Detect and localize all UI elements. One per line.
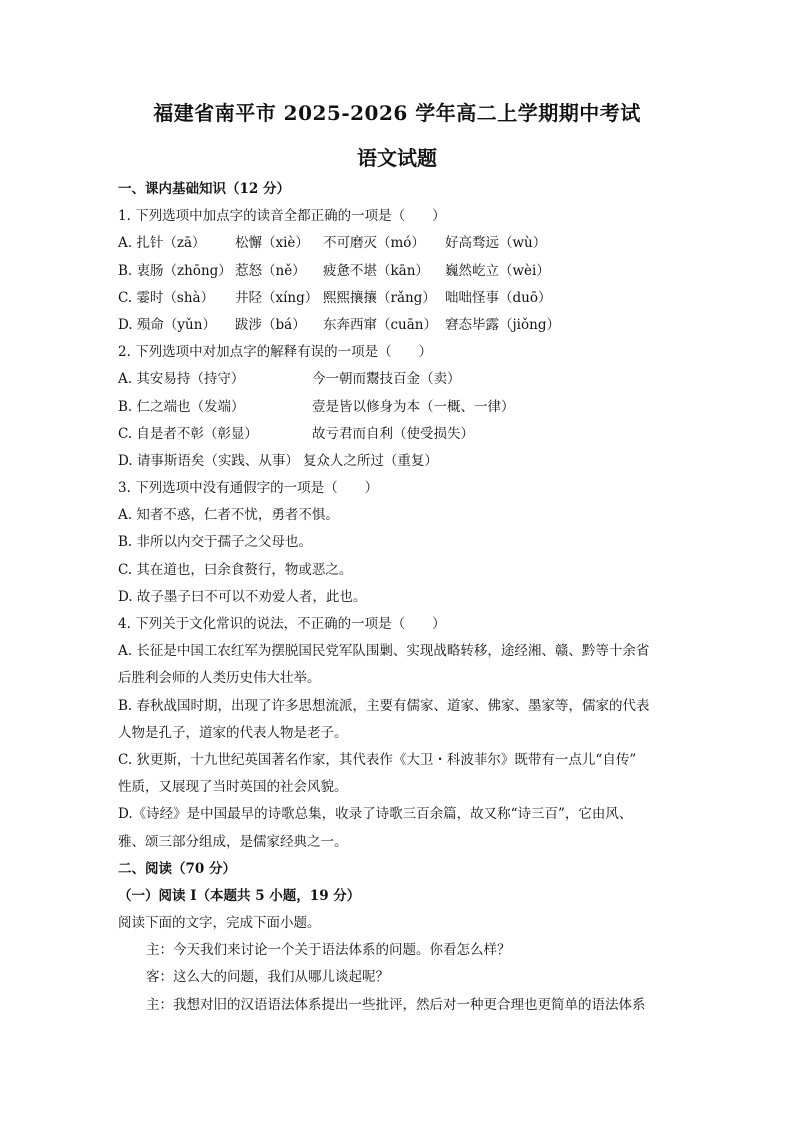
option-item: B. 衷肠（zhōng） (118, 262, 232, 279)
option-row (118, 421, 678, 448)
question-stem: 3. 下列选项中没有通假字的一项是（ ） (118, 480, 379, 497)
option-row (118, 312, 678, 339)
option-item: 松懈（xiè） (235, 235, 309, 252)
option-item: C. 自是者不彰（彰显） (118, 425, 258, 442)
option-row (118, 366, 678, 393)
option-item-line1: C. 狄更斯，十九世纪英国著名作家，其代表作《大卫・科波菲尔》既带有一点儿“自传” (118, 751, 637, 768)
page-subtitle: 语文试题 (357, 146, 437, 170)
option-item-line2: 性质，又展现了当时英国的社会风貌。 (118, 779, 348, 796)
option-item-line1: D.《诗经》是中国最早的诗歌总集，收录了诗歌三百余篇，故又称“诗三百”，它由风、 (118, 806, 633, 823)
option-item: 故亏君而自利（使受损失） (312, 425, 474, 442)
option-item: 惹怒（ně） (235, 262, 306, 279)
option-item: C. 其在道也，曰余食赘行，物或恶之。 (118, 561, 353, 578)
option-item: 井陉（xíng） (235, 289, 319, 306)
option-item-line2: 后胜利会师的人类历史伟大壮举。 (118, 670, 321, 687)
exam-content (118, 176, 678, 1019)
option-item: A. 知者不惑，仁者不忧，勇者不惧。 (118, 507, 339, 524)
option-item: D. 殒命（yǔn） (118, 316, 216, 333)
section-heading: 二、阅读（70 分） (118, 860, 236, 877)
question-stem: 1. 下列选项中加点字的读音全都正确的一项是（ ） (118, 208, 446, 225)
page-title: 福建省南平市 2025-2026 学年高二上学期期中考试 (153, 101, 641, 125)
option-item: 熙熙攘攘（rǎng） (323, 289, 436, 306)
section-heading: 一、课内基础知识（12 分） (118, 181, 290, 197)
dialogue-line: 主：我想对旧的汉语语法体系提出一些批评，然后对一种更合理也更简单的语法体系 (146, 996, 646, 1013)
option-row (118, 448, 678, 475)
question-stem: 2. 下列选项中对加点字的解释有误的一项是（ ） (118, 344, 433, 361)
option-item: 巍然屹立（wèi） (445, 262, 550, 279)
option-item: 壹是皆以修身为本（一概、一律） (312, 398, 515, 415)
option-item: C. 霎时（shà） (118, 289, 215, 306)
option-item: 跋涉（bá） (235, 316, 306, 333)
option-item: 东奔西窜（cuān） (323, 316, 437, 333)
option-item: A. 其安易持（持守） (118, 371, 245, 388)
option-item: 今一朝而鬻技百金（卖） (312, 371, 461, 388)
dialogue-line: 客：这么大的问题，我们从哪儿谈起呢？ (146, 969, 389, 986)
option-row (118, 230, 678, 257)
option-item: B. 仁之端也（发端） (118, 398, 245, 415)
option-row (118, 394, 678, 421)
option-row (118, 258, 678, 285)
option-item-line2: 人物是孔子，道家的代表人物是老子。 (118, 724, 348, 741)
option-item: 窘态毕露（jiǒng） (445, 316, 560, 333)
dialogue-line: 主：今天我们来讨论一个关于语法体系的问题。你看怎么样？ (146, 942, 511, 959)
reading-instruction: 阅读下面的文字，完成下面小题。 (118, 915, 321, 932)
option-item: D. 请事斯语矣（实践、从事） (118, 452, 299, 469)
option-item-line2: 雅、颂三部分组成，是儒家经典之一。 (118, 833, 348, 850)
option-item: A. 扎针（zā） (118, 235, 206, 252)
option-item: D. 故子墨子曰不可以不劝爱人者，此也。 (118, 588, 367, 605)
option-item: 疲惫不堪（kān） (323, 262, 429, 279)
option-item-line1: A. 长征是中国工农红军为摆脱国民党军队围剿、实现战略转移，途经湘、赣、黔等十余省 (118, 643, 650, 660)
option-row (118, 285, 678, 312)
option-item: B. 非所以内交于孺子之父母也。 (118, 534, 313, 551)
option-item: 好高骛远（wù） (445, 235, 547, 252)
option-item: 咄咄怪事（duō） (445, 289, 552, 306)
option-item-line1: B. 春秋战国时期，出现了许多思想流派，主要有儒家、道家、佛家、墨家等，儒家的代表 (118, 697, 650, 714)
subsection-heading: （一）阅读 I（本题共 5 小题，19 分） (118, 887, 361, 904)
option-item: 复众人之所过（重复） (302, 452, 438, 469)
option-item: 不可磨灭（mó） (323, 235, 425, 252)
question-stem: 4. 下列关于文化常识的说法，不正确的一项是（ ） (118, 616, 446, 632)
